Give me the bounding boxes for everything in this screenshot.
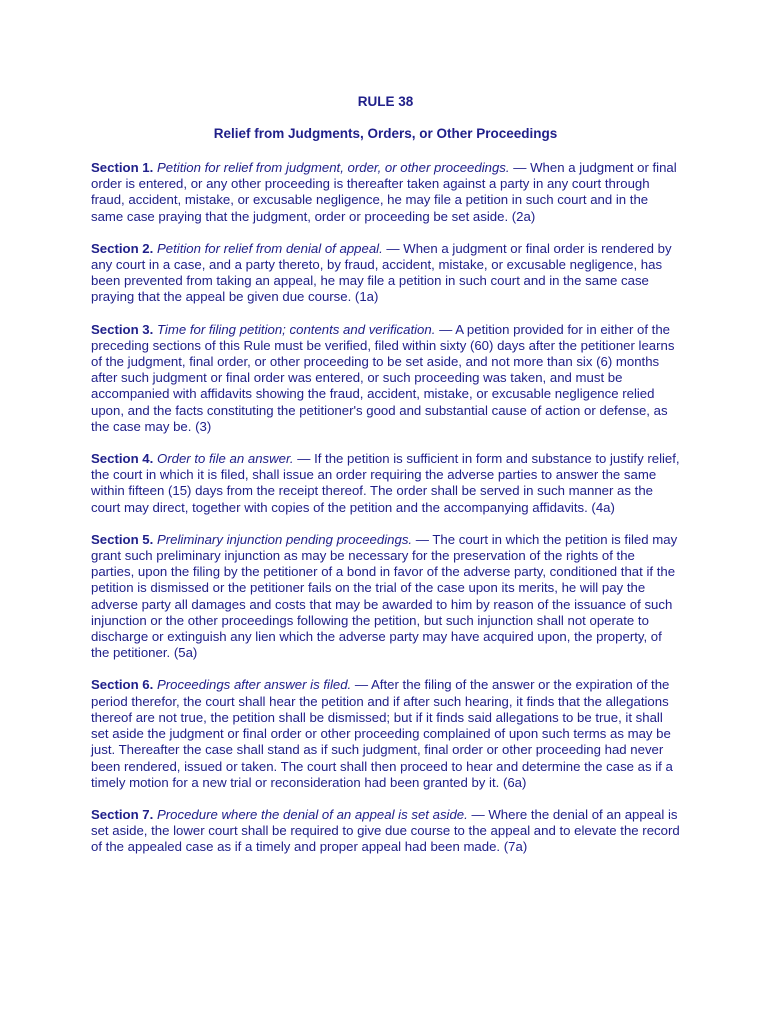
section-body: — The court in which the petition is filed may grant such preliminary injunction as may be necessary for the preservation of the rights of the parties, upon the filing by the petitioner of a bond in favor of the adverse party, conditioned that if the petition is dismissed or the petitioner fails on the trial of the case upon its merits, he will pay the adverse party all damages and costs that may be awarded to him by reason of the issuance of such injunction or the other proceedings following the petition, but such injunction shall not operate to discharge or extinguish any lien which the adverse party may have acquired upon, the property, of the petitioner. (5a) — [91, 531, 678, 661]
section-1 — [91, 160, 680, 225]
section-body: — If the petition is sufficient in form and substance to justify relief, the court in which it is filed, shall issue an order requiring the adverse parties to answer the same within fifteen (15) days from the receipt thereof. The order shall be served in such manner as the court may direct, together with copies of the petition and the accompanying affidavits. (4a) — [91, 451, 680, 515]
section-label: Section 3. — [91, 321, 154, 337]
section-6 — [91, 677, 680, 790]
section-label: Section 2. — [91, 240, 154, 256]
section-label: Section 1. — [91, 160, 154, 175]
rule-title: RULE 38 — [357, 94, 414, 109]
section-heading: Order to file an answer. — [156, 451, 294, 467]
section-heading: Petition for relief from denial of appeal. — [156, 240, 383, 256]
section-body: — After the filing of the answer or the expiration of the period therefor, the court shall hear the petition and if after such hearing, it finds that the allegations thereof are not true, the petition shall be dismissed; but if it finds said allegations to be true, it shall set aside the judgment or final order or other proceeding complained of upon such terms as may be just. Thereafter the case shall stand as if such judgment, final order or other proceeding had never been rendered, issued or taken. The court shall then proceed to hear and determine the case as if a timely motion for a new trial or reconsideration had been granted by it. (6a) — [91, 677, 673, 790]
section-2 — [91, 241, 680, 306]
section-heading: Petition for relief from judgment, order, or other proceedings. — [156, 160, 510, 175]
section-heading: Preliminary injunction pending proceedings. — [156, 531, 413, 547]
section-body: — When a judgment or final order is rendered by any court in a case, and a party thereto, by fraud, accident, mistake, or excusable negligence, has been prevented from taking an appeal, he may file a petition in such court and in the same case praying that the appeal be given due course. (1a) — [91, 240, 672, 305]
section-body: — A petition provided for in either of the preceding sections of this Rule must be verified, filed within sixty (60) days after the petitioner learns of the judgment, final order, or other proceeding to be set aside, and not more than six (6) months after such judgment or final order was entered, or such proceeding was taken, and must be accompanied with affidavits showing the fraud, accident, mistake, or excusable negligence relied upon, and the facts constituting the petitioner's good and substantial cause of action or defense, as the case may be. (3) — [91, 321, 675, 434]
section-3 — [91, 322, 680, 435]
section-body: — When a judgment or final order is entered, or any other proceeding is thereafter taken against a party in any court through fraud, accident, mistake, or excusable negligence, he may file a petition in such court and in the same case praying that the judgment, order or proceeding be set aside. (2a) — [91, 160, 677, 224]
section-label: Section 4. — [91, 451, 154, 467]
section-heading: Time for filing petition; contents and verification. — [156, 321, 436, 337]
section-4 — [91, 451, 680, 516]
section-label: Section 6. — [91, 677, 154, 693]
section-label: Section 5. — [91, 531, 154, 547]
section-body: — Where the denial of an appeal is set aside, the lower court shall be required to give due course to the appeal and to elevate the record of the appealed case as if a timely and proper appeal had been made. (7a) — [91, 806, 680, 855]
section-label: Section 7. — [91, 806, 154, 822]
section-5 — [91, 532, 680, 662]
section-heading: Proceedings after answer is filed. — [156, 677, 352, 693]
section-heading: Procedure where the denial of an appeal is set aside. — [156, 806, 468, 822]
section-7 — [91, 807, 680, 856]
rule-subtitle: Relief from Judgments, Orders, or Other Proceedings — [213, 126, 558, 141]
